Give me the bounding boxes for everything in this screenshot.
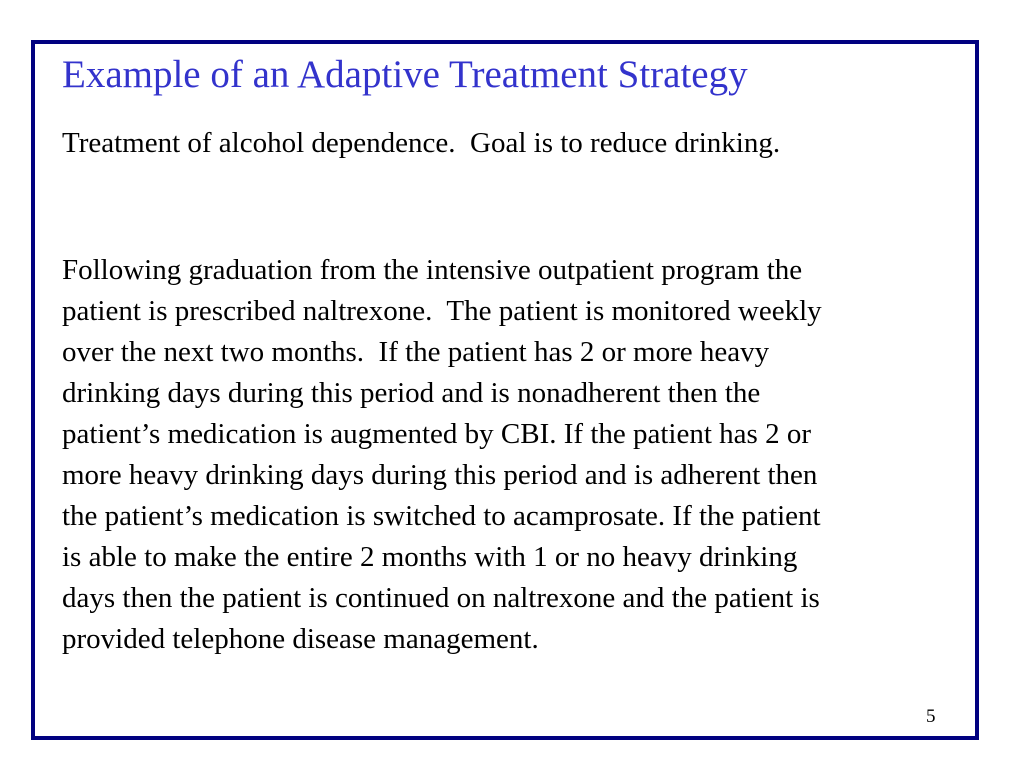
- body-line: Following graduation from the intensive outpatient program the: [62, 254, 803, 286]
- body-line: more heavy drinking days during this period and is adherent then: [62, 459, 818, 491]
- body-line: over the next two months. If the patient has 2 or more heavy: [62, 336, 770, 368]
- body-line: patient’s medication is augmented by CBI. If the patient has 2 or: [62, 418, 811, 450]
- page-number: 5: [926, 706, 936, 727]
- body-line: drinking days during this period and is nonadherent then the: [62, 377, 761, 409]
- slide-title: Example of an Adaptive Treatment Strategy: [62, 53, 748, 96]
- body-line: provided telephone disease management.: [62, 623, 539, 655]
- body-line: the patient’s medication is switched to acamprosate. If the patient: [62, 500, 821, 532]
- body-paragraph: [62, 250, 962, 660]
- body-line: is able to make the entire 2 months with 1 or no heavy drinking: [62, 541, 798, 573]
- body-line: patient is prescribed naltrexone. The patient is monitored weekly: [62, 295, 822, 327]
- body-line: days then the patient is continued on naltrexone and the patient is: [62, 582, 820, 614]
- slide-subtitle: Treatment of alcohol dependence. Goal is to reduce drinking.: [62, 127, 781, 159]
